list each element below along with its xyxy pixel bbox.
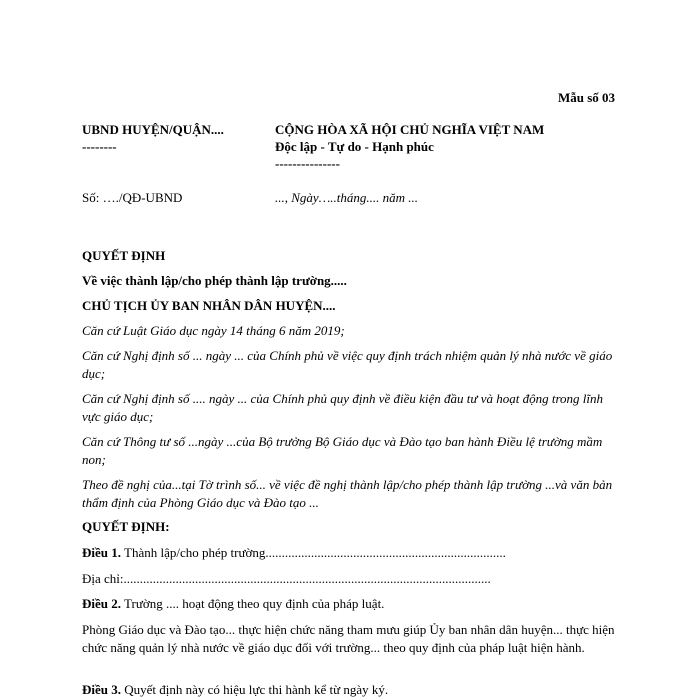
- decision-heading: QUYẾT ĐỊNH:: [82, 519, 170, 534]
- motto-rule: ---------------: [275, 156, 340, 171]
- article-2-label: Điều 2.: [82, 596, 121, 611]
- basis-item: Căn cứ Nghị định số ... ngày ... của Chính phủ về việc quy định trách nhiệm quản lý nhà nước về giáo dục;: [82, 348, 613, 381]
- article-3: [82, 682, 388, 698]
- article-2-paragraph: Phòng Giáo dục và Đào tạo... thực hiện chức năng tham mưu giúp Ủy ban nhân dân huyện... thực hiện chức năng quản lý nhà nước về giáo dục đối với trường... theo quy định của pháp luật hiện hành.: [82, 622, 615, 655]
- issuer-rule: --------: [82, 139, 117, 154]
- address-line: Địa chỉ:.................................................................................................................: [82, 571, 491, 586]
- form-number: Mẫu số 03: [558, 90, 616, 105]
- article-1-label: Điều 1.: [82, 545, 121, 560]
- motto: Độc lập - Tự do - Hạnh phúc: [275, 139, 434, 154]
- decision-title: QUYẾT ĐỊNH: [82, 248, 166, 263]
- basis-item: Căn cứ Nghị định số .... ngày ... của Chính phủ quy định về điều kiện đầu tư và hoạt động trong lĩnh vực giáo dục;: [82, 391, 604, 424]
- basis-item: Theo đề nghị của...tại Tờ trình số... về việc đề nghị thành lập/cho phép thành lập trường ...và văn bản thẩm định của Phòng Giáo dục và Đào tạo ...: [82, 477, 613, 510]
- article-2-text: Trường .... hoạt động theo quy định của pháp luật.: [121, 596, 385, 611]
- issuer-name: UBND HUYỆN/QUẬN....: [82, 122, 224, 137]
- nation-title: CỘNG HÒA XÃ HỘI CHỦ NGHĨA VIỆT NAM: [275, 122, 545, 137]
- basis-item: Căn cứ Thông tư số ...ngày ...của Bộ trưởng Bộ Giáo dục và Đào tạo ban hành Điều lệ trường mầm non;: [82, 434, 603, 467]
- decision-subject: Về việc thành lập/cho phép thành lập trường.....: [82, 273, 347, 288]
- article-2: [82, 596, 384, 612]
- date-line: ..., Ngày…..tháng.... năm ...: [275, 190, 418, 205]
- article-1: [82, 545, 506, 561]
- article-3-text: Quyết định này có hiệu lực thi hành kể từ ngày ký.: [121, 682, 389, 697]
- article-3-label: Điều 3.: [82, 682, 121, 697]
- document-number: Số: …./QĐ-UBND: [82, 190, 183, 205]
- basis-item: Căn cứ Luật Giáo dục ngày 14 tháng 6 năm 2019;: [82, 323, 345, 338]
- authority-title: CHỦ TỊCH ỦY BAN NHÂN DÂN HUYỆN....: [82, 298, 336, 313]
- article-1-text: Thành lập/cho phép trường..........................................................................: [121, 545, 506, 560]
